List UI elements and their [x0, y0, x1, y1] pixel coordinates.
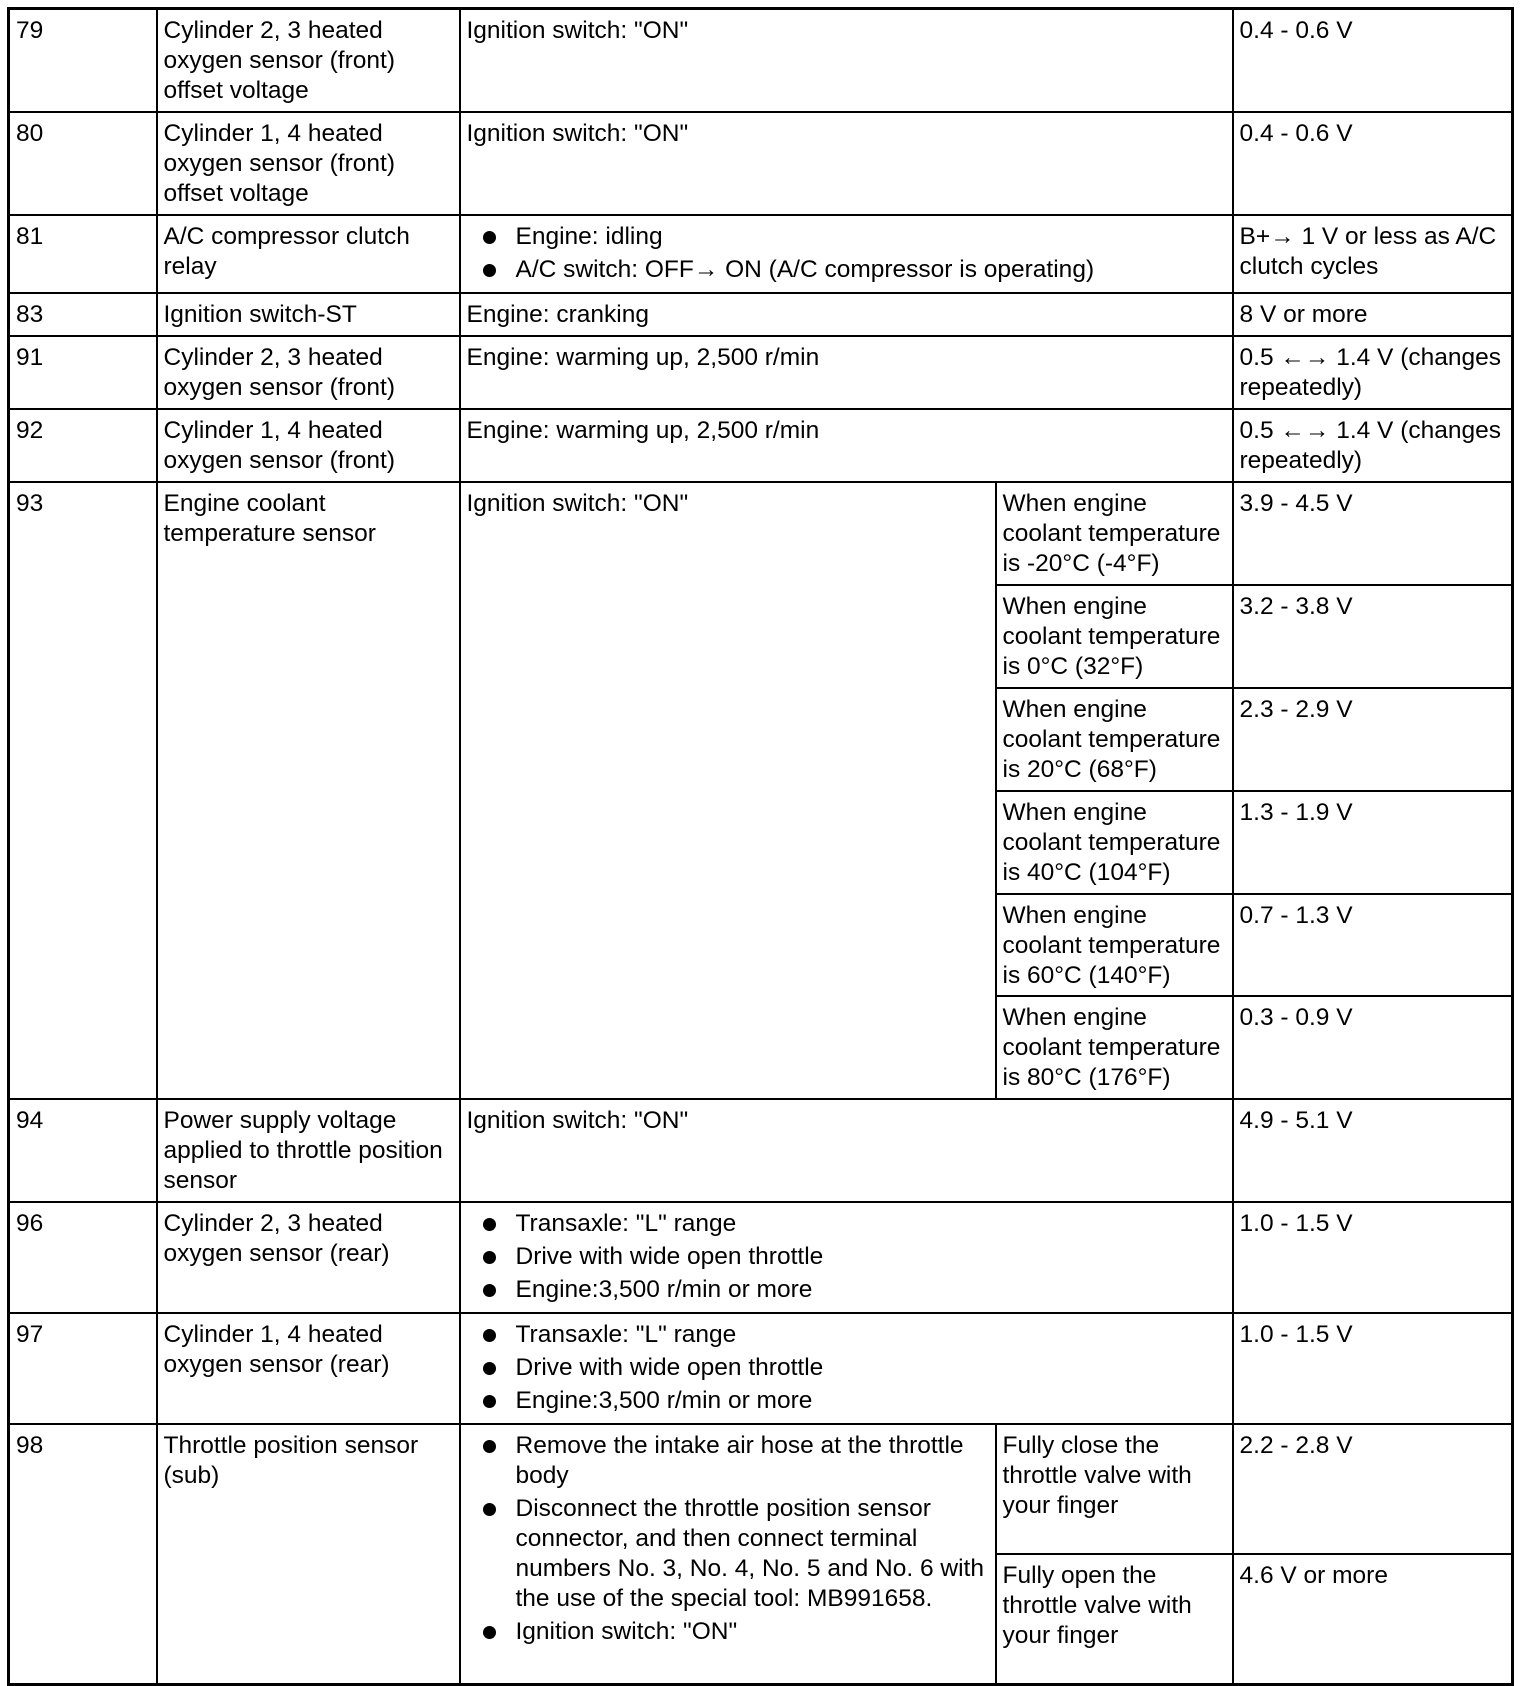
condition-detail: When engine coolant temperature is -20°C (-4°F) [996, 482, 1233, 585]
table-row [9, 409, 1513, 482]
terminal-number: 93 [9, 482, 157, 1099]
check-condition: Ignition switch: "ON" [460, 112, 1233, 215]
list-item: Engine:3,500 r/min or more [477, 1386, 1227, 1416]
standard-value: 3.2 - 3.8 V [1233, 585, 1513, 688]
terminal-number: 80 [9, 112, 157, 215]
check-condition: Ignition switch: "ON" [460, 482, 996, 1099]
condition-list [467, 1431, 990, 1647]
terminal-number: 83 [9, 293, 157, 336]
list-item: Remove the intake air hose at the throttle body [477, 1431, 990, 1491]
bullet-icon [483, 1218, 496, 1231]
check-condition: Engine: warming up, 2,500 r/min [460, 336, 1233, 409]
condition-detail: When engine coolant temperature is 20°C (68°F) [996, 688, 1233, 791]
check-item: Cylinder 2, 3 heated oxygen sensor (rear) [157, 1202, 460, 1313]
check-item: Ignition switch-ST [157, 293, 460, 336]
bullet-icon [483, 1251, 496, 1264]
standard-value: 1.0 - 1.5 V [1233, 1313, 1513, 1424]
check-item: A/C compressor clutch relay [157, 215, 460, 293]
terminal-number: 92 [9, 409, 157, 482]
table-row [9, 482, 1513, 585]
check-item: Cylinder 2, 3 heated oxygen sensor (front) [157, 336, 460, 409]
table-row [9, 112, 1513, 215]
condition-detail: When engine coolant temperature is 60°C (140°F) [996, 894, 1233, 996]
table-row [9, 293, 1513, 336]
bullet-icon [483, 264, 496, 277]
standard-value: 0.7 - 1.3 V [1233, 894, 1513, 996]
check-item: Cylinder 1, 4 heated oxygen sensor (rear) [157, 1313, 460, 1424]
condition-detail: When engine coolant temperature is 80°C (176°F) [996, 996, 1233, 1099]
list-item: Ignition switch: "ON" [477, 1617, 990, 1647]
check-condition [460, 215, 1233, 293]
check-condition [460, 1202, 1233, 1313]
list-item: Transaxle: "L" range [477, 1320, 1227, 1350]
list-item: Engine: idling [477, 222, 1227, 252]
condition-list [467, 1209, 1227, 1305]
check-condition [460, 1424, 996, 1685]
standard-value: 0.3 - 0.9 V [1233, 996, 1513, 1099]
terminal-number: 91 [9, 336, 157, 409]
standard-value: 4.9 - 5.1 V [1233, 1099, 1513, 1202]
check-item: Cylinder 1, 4 heated oxygen sensor (front) offset voltage [157, 112, 460, 215]
standard-value: 0.4 - 0.6 V [1233, 9, 1513, 112]
check-condition: Engine: warming up, 2,500 r/min [460, 409, 1233, 482]
condition-list [467, 1320, 1227, 1416]
standard-value: 2.3 - 2.9 V [1233, 688, 1513, 791]
bullet-icon [483, 1329, 496, 1342]
condition-detail: When engine coolant temperature is 40°C (104°F) [996, 791, 1233, 894]
standard-value: 8 V or more [1233, 293, 1513, 336]
bullet-icon [483, 1395, 496, 1408]
bullet-icon [483, 1440, 496, 1453]
list-item: Drive with wide open throttle [477, 1242, 1227, 1272]
list-item: Engine:3,500 r/min or more [477, 1275, 1227, 1305]
standard-value: 3.9 - 4.5 V [1233, 482, 1513, 585]
terminal-number: 79 [9, 9, 157, 112]
terminal-number: 98 [9, 1424, 157, 1685]
standard-value: 4.6 V or more [1233, 1554, 1513, 1685]
bullet-icon [483, 231, 496, 244]
terminal-number: 94 [9, 1099, 157, 1202]
check-item: Power supply voltage applied to throttle position sensor [157, 1099, 460, 1202]
check-item: Cylinder 1, 4 heated oxygen sensor (front) [157, 409, 460, 482]
table-row [9, 215, 1513, 293]
terminal-number: 81 [9, 215, 157, 293]
standard-value: 1.3 - 1.9 V [1233, 791, 1513, 894]
standard-value: B+→ 1 V or less as A/C clutch cycles [1233, 215, 1513, 293]
table-row [9, 1202, 1513, 1313]
standard-value: 2.2 - 2.8 V [1233, 1424, 1513, 1554]
table-row [9, 1099, 1513, 1202]
list-item: A/C switch: OFF→ ON (A/C compressor is operating) [477, 255, 1227, 285]
condition-list [467, 222, 1227, 285]
terminal-voltage-table [7, 7, 1514, 1686]
standard-value: 0.5 ←→ 1.4 V (changes repeatedly) [1233, 336, 1513, 409]
terminal-number: 96 [9, 1202, 157, 1313]
check-item: Throttle position sensor (sub) [157, 1424, 460, 1685]
condition-detail: When engine coolant temperature is 0°C (32°F) [996, 585, 1233, 688]
bullet-icon [483, 1284, 496, 1297]
condition-detail: Fully close the throttle valve with your finger [996, 1424, 1233, 1554]
list-item: Transaxle: "L" range [477, 1209, 1227, 1239]
terminal-number: 97 [9, 1313, 157, 1424]
check-item: Cylinder 2, 3 heated oxygen sensor (front) offset voltage [157, 9, 460, 112]
list-item: Disconnect the throttle position sensor connector, and then connect terminal numbers No. 3, No. 4, No. 5 and No. 6 with the use of the special tool: MB991658. [477, 1494, 990, 1614]
table-row [9, 1313, 1513, 1424]
standard-value: 0.5 ←→ 1.4 V (changes repeatedly) [1233, 409, 1513, 482]
list-item: Drive with wide open throttle [477, 1353, 1227, 1383]
table-row [9, 1424, 1513, 1554]
standard-value: 1.0 - 1.5 V [1233, 1202, 1513, 1313]
check-condition [460, 1313, 1233, 1424]
table-row [9, 336, 1513, 409]
condition-detail: Fully open the throttle valve with your finger [996, 1554, 1233, 1685]
bullet-icon [483, 1503, 496, 1516]
table-row [9, 9, 1513, 112]
standard-value: 0.4 - 0.6 V [1233, 112, 1513, 215]
check-condition: Ignition switch: "ON" [460, 9, 1233, 112]
bullet-icon [483, 1362, 496, 1375]
bullet-icon [483, 1626, 496, 1639]
check-condition: Engine: cranking [460, 293, 1233, 336]
check-condition: Ignition switch: "ON" [460, 1099, 1233, 1202]
check-item: Engine coolant temperature sensor [157, 482, 460, 1099]
